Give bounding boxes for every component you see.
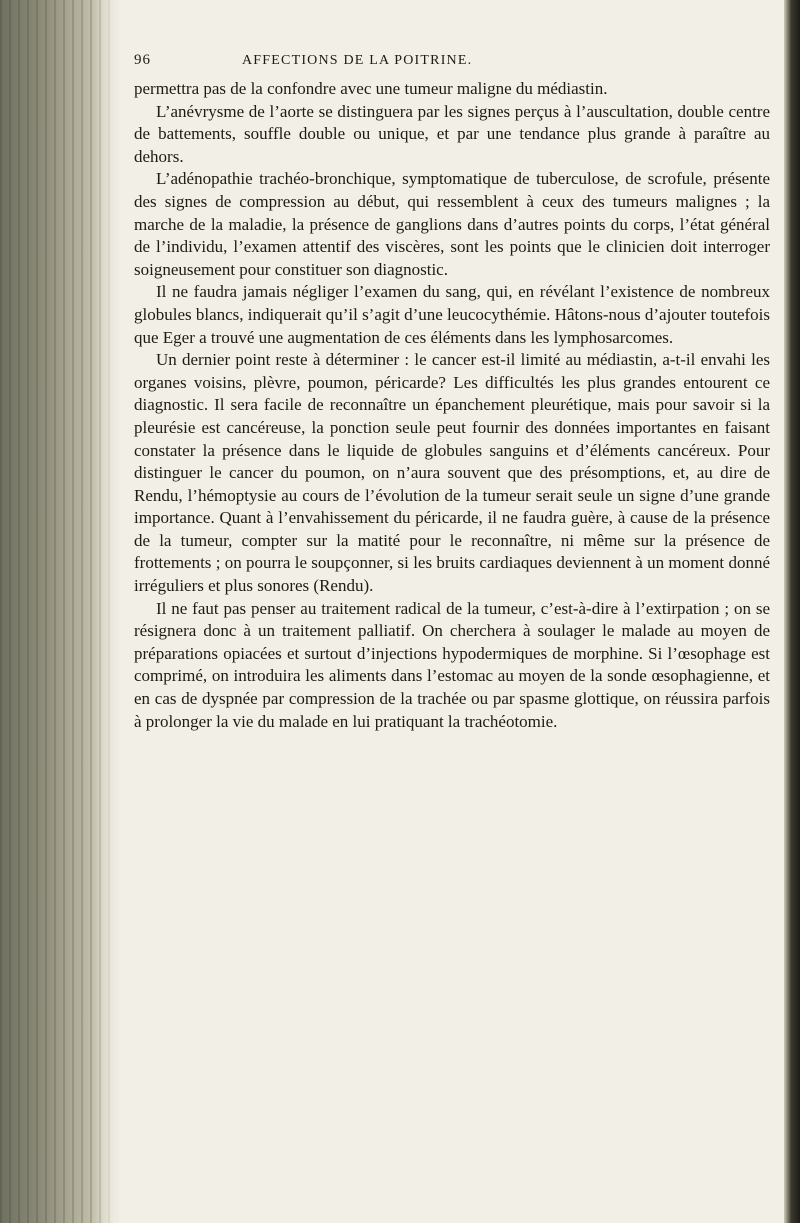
running-head [134,52,770,78]
body-text [134,78,770,733]
page-binding-shadow [0,0,120,1223]
paragraph: Il ne faut pas penser au traitement radical de la tumeur, c’est-à-dire à l’extirpation ; on se résignera donc à un traitement palliatif. On cherchera à soulager le malade au moyen de préparations opiacées et surtout d’injections hypodermiques de morphine. Si l’œsophage est comprimé, on introduira les aliments dans l’estomac au moyen de la sonde œsophagienne, et en cas de dyspnée par compression de la trachée ou par spasme glottique, on réussira parfois à prolonger la vie du malade en lui pratiquant la trachéotomie. [134,598,770,731]
page-edge-shadow [784,0,800,1223]
page-number: 96 [134,52,151,68]
paragraph: L’anévrysme de l’aorte se distinguera par les signes perçus à l’auscultation, double centre de battements, souffle double ou unique, et par une tendance plus grande à paraître au dehors. [134,101,770,166]
paragraph: Un dernier point reste à déterminer : le cancer est-il limité au médiastin, a-t-il envahi les organes voisins, plèvre, poumon, péricarde? Les difficultés les plus grandes entourent ce diagnostic. Il sera facile de reconnaître un épanchement pleurétique, mais pour savoir si la pleurésie est cancéreuse, la ponction seule peut fournir des données importantes en faisant constater la présence dans le liquide de globules sanguins et d’éléments cancéreux. Pour distinguer le cancer du poumon, on n’aura souvent que des présomptions, et, au dire de Rendu, l’hémoptysie au cours de l’évolution de la tumeur serait seule un signe d’une grande importance. Quant à l’envahissement du péricarde, il ne faudra guère, à cause de la présence de la tumeur, compter sur la matité pour le reconnaître, ni même sur la présence de frottements ; on pourra le soupçonner, si les bruits cardiaques deviennent à un moment donné irréguliers et plus sonores (Rendu). [134,350,770,596]
paragraph: Il ne faudra jamais négliger l’examen du sang, qui, en révélant l’existence de nombreux globules blancs, indiquerait qu’il s’agit d’une leucocythémie. Hâtons-nous d’ajouter toutefois que Eger a trouvé une augmentation de ces éléments dans les lymphosarcomes. [134,282,770,347]
chapter-title: AFFECTIONS DE LA POITRINE. [242,53,473,68]
paragraph: permettra pas de la confondre avec une tumeur maligne du médiastin. [134,79,608,98]
paragraph: L’adénopathie trachéo-bronchique, symptomatique de tuberculose, de scrofule, présente des signes de compression au début, qui ressemblent à ceux des tumeurs malignes ; la marche de la maladie, la présence de ganglions dans d’autres points du corps, l’état général de l’individu, l’examen attentif des viscères, sont les points que le clinicien doit interroger soigneusement pour constituer son diagnostic. [134,169,770,279]
book-page [134,52,770,733]
